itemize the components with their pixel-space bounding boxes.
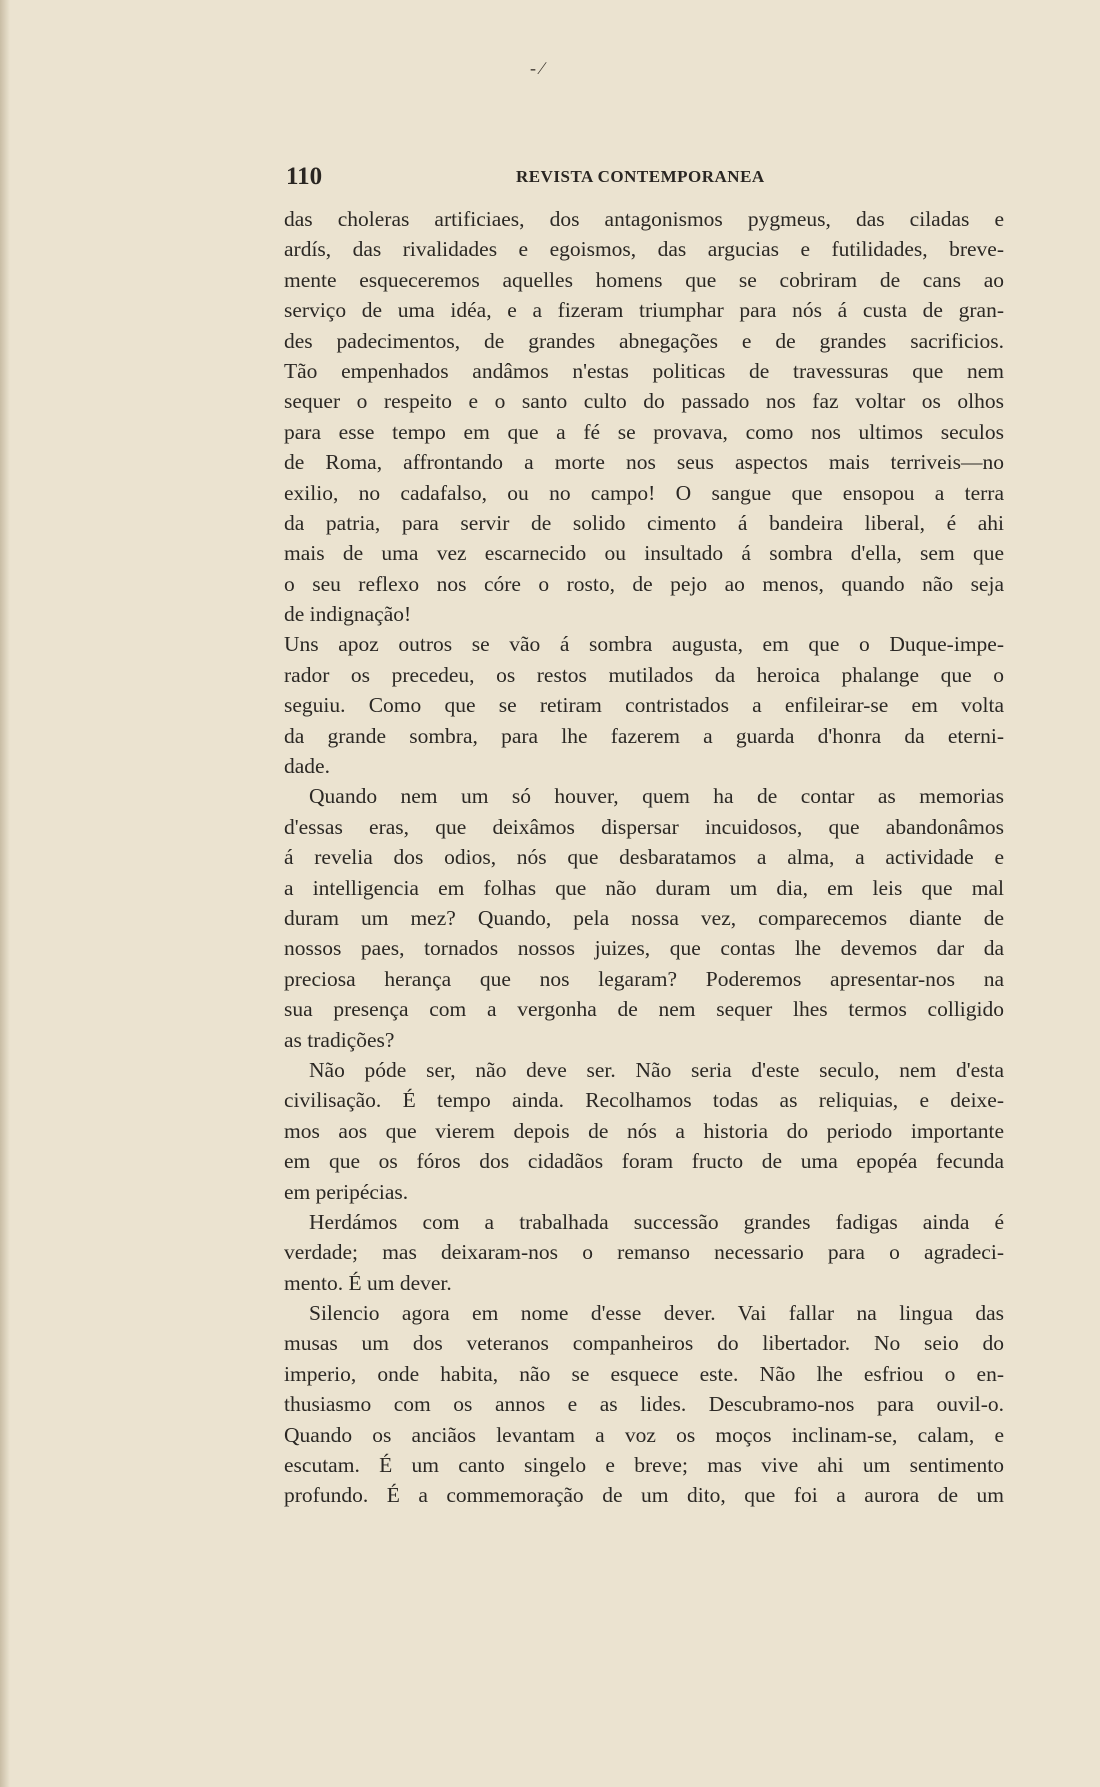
text-line: civilisação. É tempo ainda. Recolhamos todas as reliquias, e deixe- (284, 1088, 1004, 1113)
text-line: mente esqueceremos aquelles homens que se cobriram de cans ao (284, 267, 1004, 292)
text-line: imperio, onde habita, não se esquece este. Não lhe esfriou o en- (284, 1361, 1004, 1386)
text-line: duram um mez? Quando, pela nossa vez, comparecemos diante de (284, 905, 1004, 930)
text-line: de indignação! (284, 602, 412, 627)
page-edge (0, 0, 10, 1787)
text-line: rador os precedeu, os restos mutilados da heroica phalange que o (284, 662, 1004, 687)
text-line: á revelia dos odios, nós que desbaratamos a alma, a actividade e (284, 845, 1004, 870)
text-line: sequer o respeito e o santo culto do passado nos faz voltar os olhos (284, 389, 1004, 414)
text-line: preciosa herança que nos legaram? Poderemos apresentar-nos na (284, 966, 1004, 991)
text-line: Não póde ser, não deve ser. Não seria d'este seculo, nem d'esta (309, 1057, 1004, 1082)
page-header (286, 163, 1006, 193)
text-line: mos aos que vierem depois de nós a historia do periodo importante (284, 1118, 1004, 1143)
text-line: Silencio agora em nome d'esse dever. Vai fallar na lingua das (309, 1301, 1004, 1326)
text-line: da patria, para servir de solido cimento á bandeira liberal, é ahi (284, 510, 1004, 535)
text-line: seguiu. Como que se retiram contristados a enfileirar-se em volta (284, 693, 1004, 718)
text-line: a intelligencia em folhas que não duram um dia, em leis que mal (284, 875, 1004, 900)
body-text (284, 204, 1004, 1511)
text-line: para esse tempo em que a fé se provava, como nos ultimos seculos (284, 419, 1004, 444)
text-line: musas um dos veteranos companheiros do libertador. No seio do (284, 1331, 1004, 1356)
text-line: de Roma, affrontando a morte nos seus aspectos mais terriveis—no (284, 450, 1004, 475)
text-line: das choleras artificiaes, dos antagonismos pygmeus, das ciladas e (284, 207, 1004, 231)
text-line: serviço de uma idéa, e a fizeram triumphar para nós á custa de gran- (284, 298, 1004, 323)
text-line: Herdámos com a trabalhada successão grandes fadigas ainda é (309, 1209, 1004, 1234)
text-line: des padecimentos, de grandes abnegações e de grandes sacrificios. (284, 328, 1004, 353)
text-line: nossos paes, tornados nossos juizes, que contas lhe devemos dar da (284, 936, 1004, 961)
text-line: Quando os anciãos levantam a voz os moços inclinam-se, calam, e (284, 1422, 1004, 1447)
text-line: Quando nem um só houver, quem ha de contar as memorias (309, 784, 1004, 809)
text-line: em que os fóros dos cidadãos foram fructo de uma epopéa fecunda (284, 1149, 1004, 1174)
text-line: sua presença com a vergonha de nem sequer lhes termos colligido (284, 997, 1004, 1022)
top-mark: - ∕ (530, 58, 544, 78)
text-line: exilio, no cadafalso, ou no campo! O sangue que ensopou a terra (284, 480, 1004, 505)
text-line: profundo. É a commemoração de um dito, que foi a aurora de um (284, 1483, 1004, 1508)
text-line: da grande sombra, para lhe fazerem a guarda d'honra da eterni- (284, 723, 1004, 748)
text-line: d'essas eras, que deixâmos dispersar incuidosos, que abandonâmos (284, 814, 1004, 839)
running-title: REVISTA CONTEMPORANEA (516, 167, 765, 186)
text-line: verdade; mas deixaram-nos o remanso necessario para o agradeci- (284, 1240, 1004, 1265)
text-line: as tradições? (284, 1027, 395, 1052)
text-line: o seu reflexo nos córe o rosto, de pejo ao menos, quando não seja (284, 571, 1004, 596)
text-line: thusiasmo com os annos e as lides. Descubramo-nos para ouvil-o. (284, 1392, 1004, 1417)
text-line: ardís, das rivalidades e egoismos, das argucias e futilidades, breve- (284, 237, 1004, 262)
text-line: dade. (284, 754, 330, 779)
text-line: escutam. É um canto singelo e breve; mas vive ahi um sentimento (284, 1453, 1004, 1478)
text-line: Uns apoz outros se vão á sombra augusta, em que o Duque-impe- (284, 632, 1004, 657)
text-line: Tão empenhados andâmos n'estas politicas de travessuras que nem (284, 358, 1004, 383)
text-line: mais de uma vez escarnecido ou insultado á sombra d'ella, sem que (284, 541, 1004, 566)
text-line: em peripécias. (284, 1179, 409, 1204)
page-number: 110 (286, 163, 323, 190)
text-line: mento. É um dever. (284, 1270, 452, 1295)
